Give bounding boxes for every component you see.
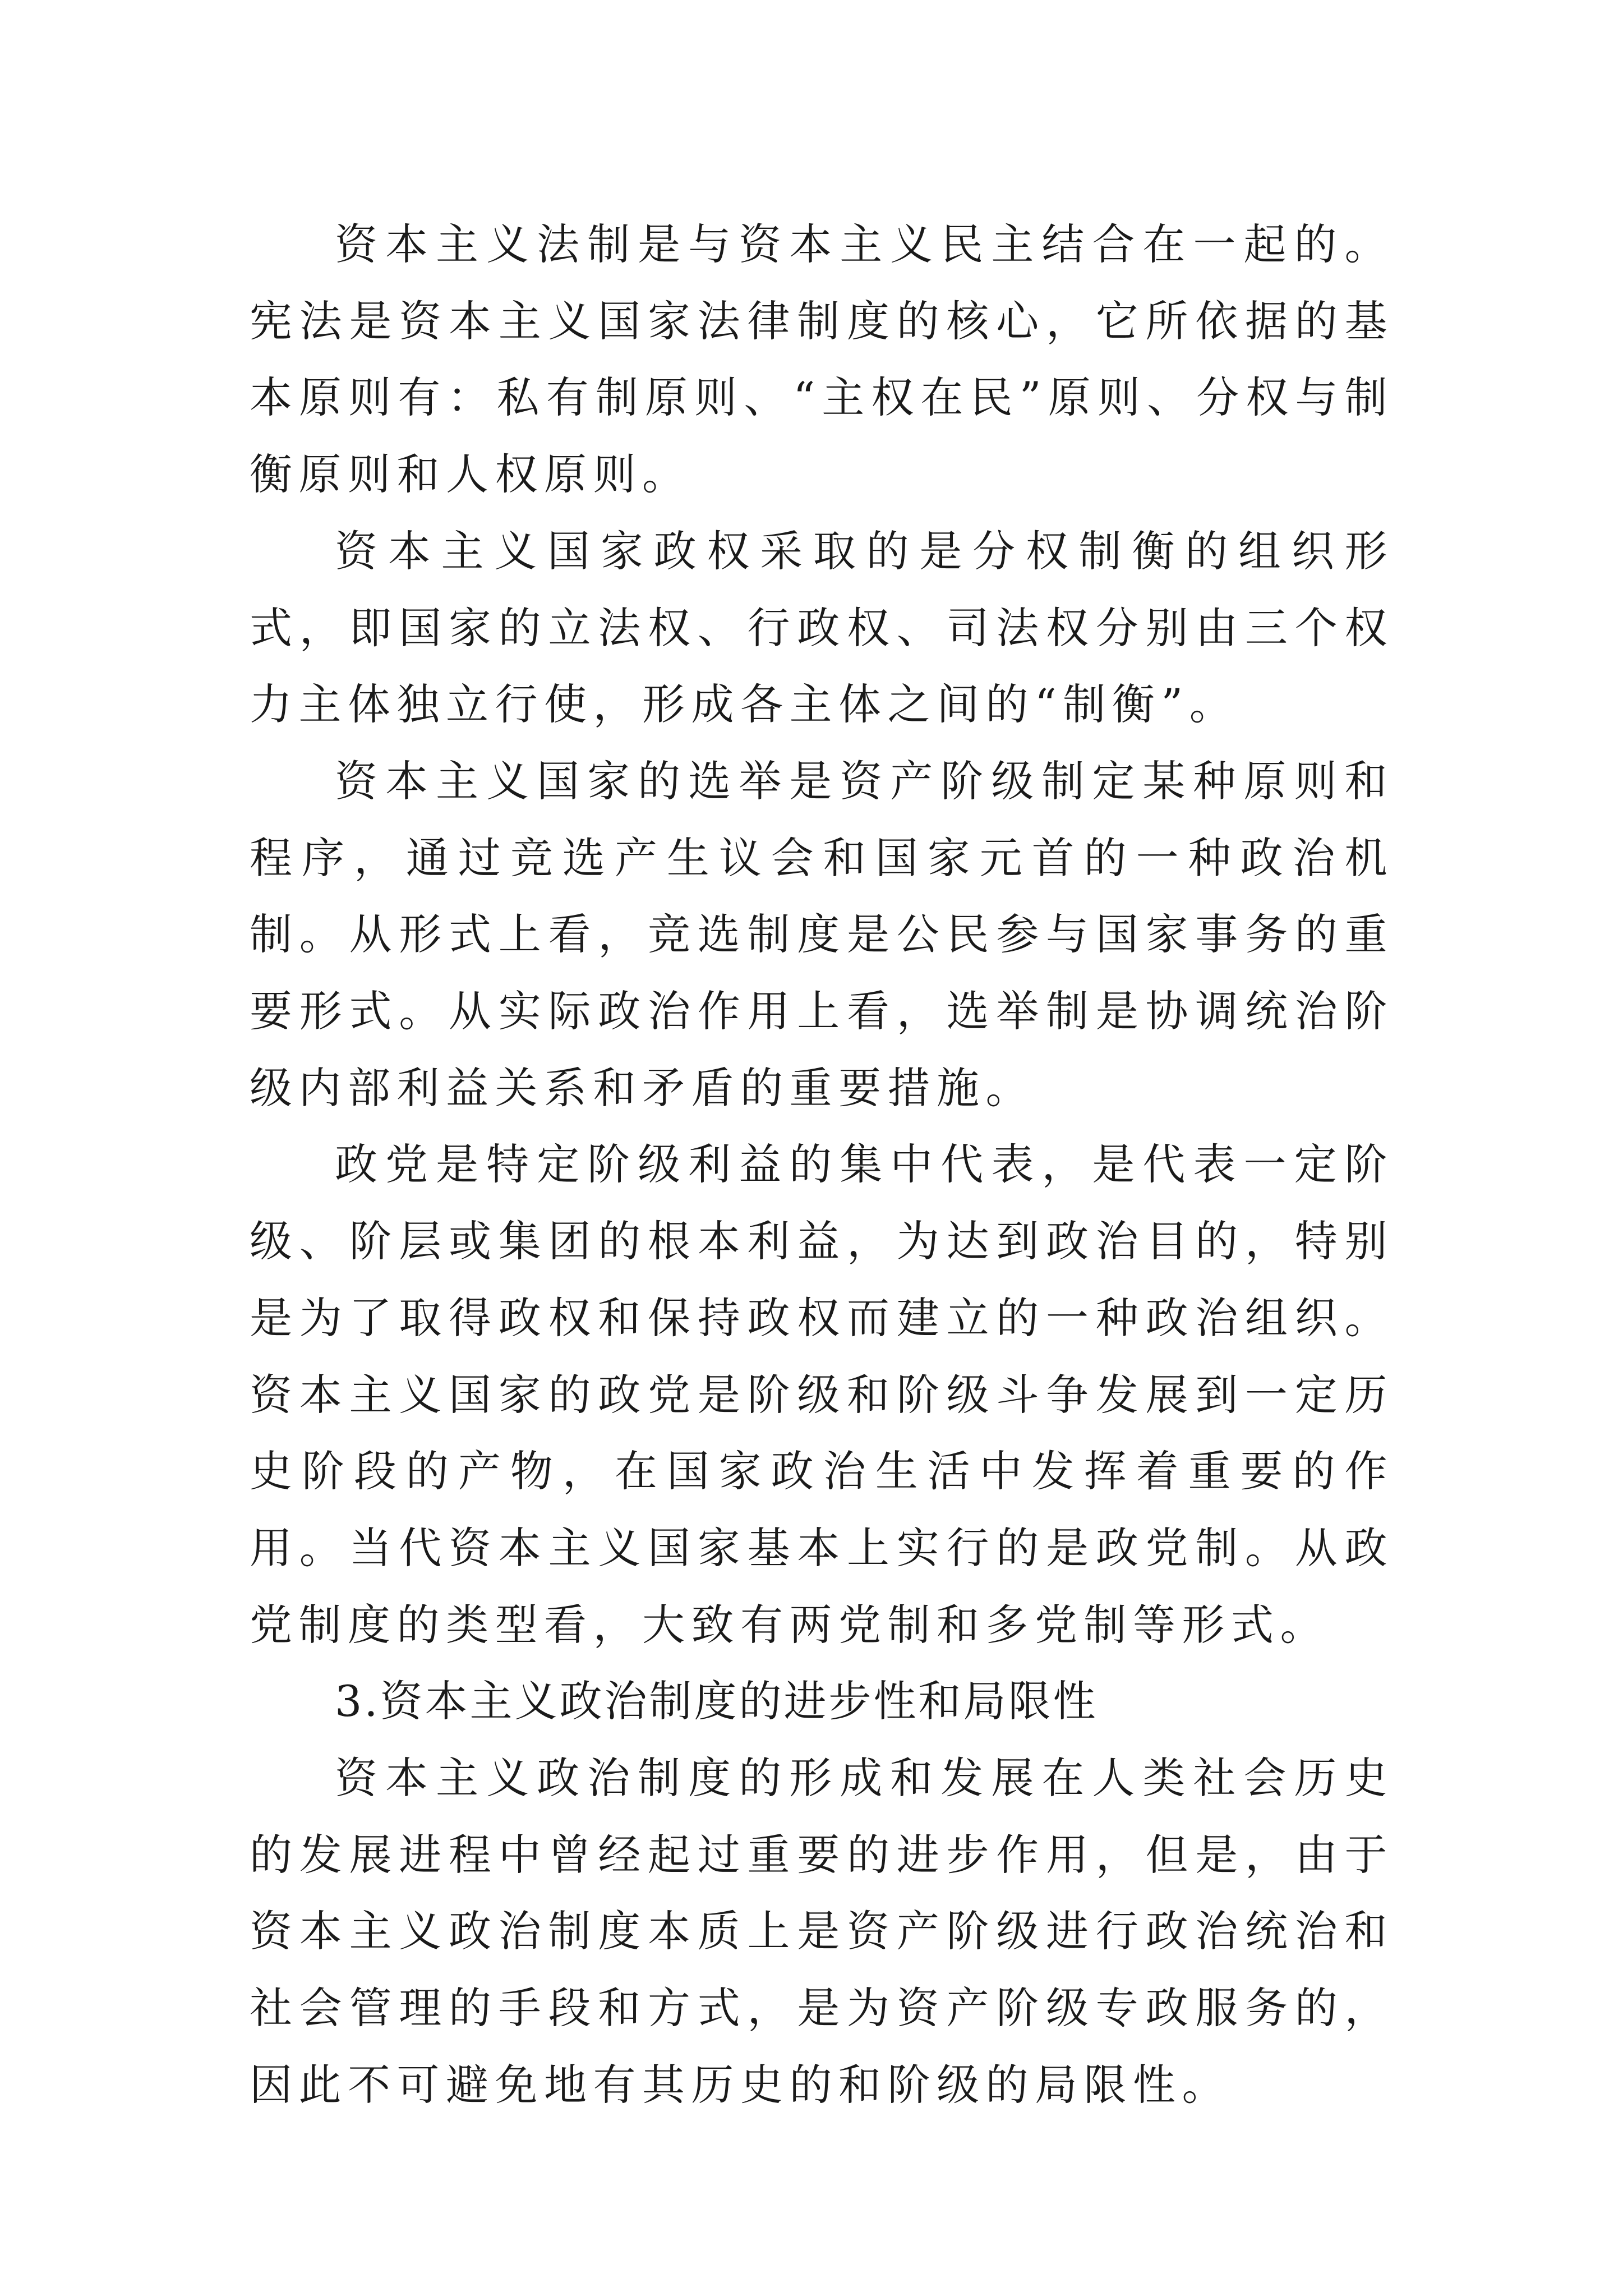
section-heading: 3.资本主义政治制度的进步性和局限性 [335, 1676, 1098, 1727]
paragraph-rule-of-law: 资本主义法制是与资本主义民主结合在一起的。宪法是资本主义国家法律制度的核心，它所依据的基本原则有：私有制原则、“主权在民”原则、分权与制衡原则和人权原则。 [250, 219, 1394, 500]
paragraph-separation-of-powers: 资本主义国家政权采取的是分权制衡的组织形式，即国家的立法权、行政权、司法权分别由三个权力主体独立行使，形成各主体之间的“制衡”。 [250, 526, 1394, 730]
paragraph-progress-and-limits: 资本主义政治制度的形成和发展在人类社会历史的发展进程中曾经起过重要的进步作用，但是，由于资本主义政治制度本质上是资产阶级进行政治统治和社会管理的手段和方式，是为资产阶级专政服务的，因此不可避免地有其历史的和阶级的局限性。 [250, 1753, 1394, 2110]
paragraph-election-system: 资本主义国家的选举是资产阶级制定某种原则和程序，通过竞选产生议会和国家元首的一种政治机制。从形式上看，竞选制度是公民参与国家事务的重要形式。从实际政治作用上看，选举制是协调统治阶级内部利益关系和矛盾的重要措施。 [250, 756, 1394, 1113]
document-page [250, 206, 1394, 2124]
paragraph-political-parties: 政党是特定阶级利益的集中代表，是代表一定阶级、阶层或集团的根本利益，为达到政治目的，特别是为了取得政权和保持政权而建立的一种政治组织。资本主义国家的政党是阶级和阶级斗争发展到一定历史阶段的产物，在国家政治生活中发挥着重要的作用。当代资本主义国家基本上实行的是政党制。从政党制度的类型看，大致有两党制和多党制等形式。 [250, 1139, 1394, 1650]
